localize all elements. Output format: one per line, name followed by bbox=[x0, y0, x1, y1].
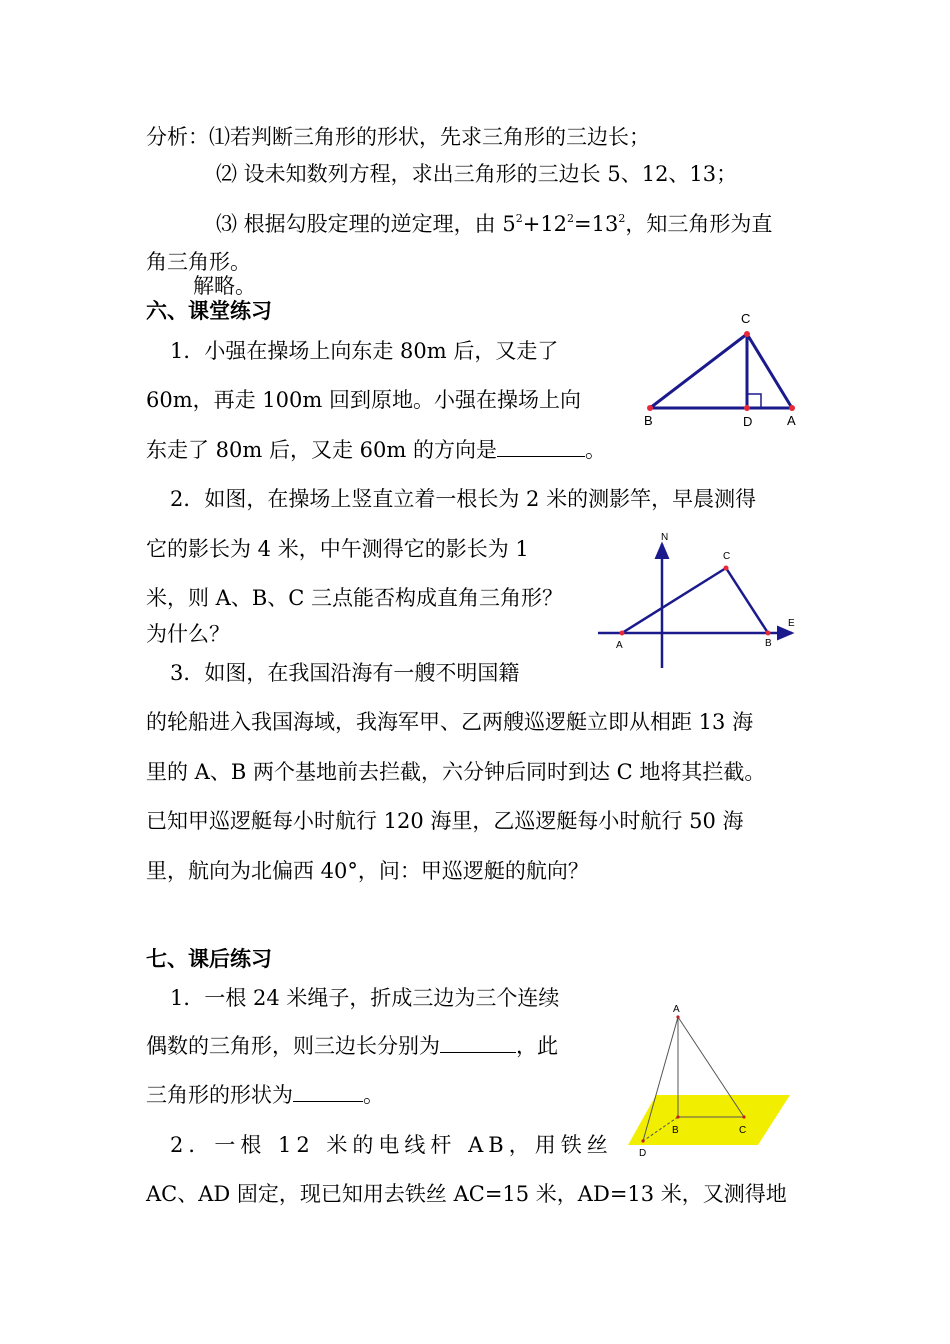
point-c bbox=[744, 331, 750, 337]
label-c: C bbox=[723, 551, 731, 562]
point-b bbox=[766, 631, 771, 636]
label-e: E bbox=[788, 618, 795, 629]
s6-q3-line-4: 已知甲巡逻艇每小时航行 120 海里，乙巡逻艇每小时航行 50 海 bbox=[146, 809, 744, 833]
s6-q3-line-2: 的轮船进入我国海域，我海军甲、乙两艘巡逻艇立即从相距 13 海 bbox=[146, 710, 754, 734]
point-b bbox=[647, 405, 653, 411]
s6-q3-line-1: 3．如图，在我国沿海有一艘不明国籍 bbox=[170, 661, 520, 685]
s6-q1-line-3: 东走了 80m 后，又走 60m 的方向是 。 bbox=[146, 438, 606, 462]
point-a bbox=[676, 1015, 679, 1018]
s6-q3-line-3: 里的 A、B 两个基地前去拦截，六分钟后同时到达 C 地将其拦截。 bbox=[146, 760, 766, 784]
label-c: C bbox=[739, 1125, 747, 1136]
analysis-item-3-continued: 角三角形。 bbox=[146, 250, 251, 274]
label-n: N bbox=[661, 532, 669, 543]
label-b: B bbox=[765, 638, 772, 649]
solution-omitted: 解略。 bbox=[193, 274, 256, 298]
s7-q1-line-2: 偶数的三角形，则三边长分别为 ，此 bbox=[146, 1034, 558, 1058]
analysis-label: 分析： bbox=[146, 125, 209, 149]
label-b: B bbox=[672, 1125, 679, 1136]
point-d bbox=[641, 1139, 644, 1142]
label-d: D bbox=[743, 414, 753, 429]
point-c bbox=[724, 566, 729, 571]
side-ca bbox=[747, 334, 792, 408]
answer-blank[interactable] bbox=[440, 1032, 516, 1053]
label-b: B bbox=[644, 413, 653, 428]
s7-q2-line-1: 2．一根 12 米的电线杆 AB，用铁丝 bbox=[170, 1133, 613, 1157]
label-d: D bbox=[639, 1148, 647, 1159]
analysis-item-1: ⑴若判断三角形的形状，先求三角形的三边长； bbox=[209, 125, 650, 149]
s6-q2-line-1: 2．如图，在操场上竖直立着一根长为 2 米的测影竿，早晨测得 bbox=[170, 487, 757, 511]
analysis-line-1 bbox=[146, 123, 650, 151]
s6-q2-line-3: 米，则 A、B、C 三点能否构成直角三角形？ bbox=[146, 586, 564, 610]
point-d bbox=[744, 405, 750, 411]
point-c bbox=[742, 1115, 745, 1118]
figure-compass-triangle bbox=[592, 528, 807, 673]
side-cb bbox=[726, 568, 768, 633]
s7-q2-line-2: AC、AD 固定，现已知用去铁丝 AC=15 米，AD=13 米，又测得地 bbox=[146, 1182, 787, 1206]
s6-q1-line-2: 60m，再走 100m 回到原地。小强在操场上向 bbox=[146, 388, 581, 412]
label-c: C bbox=[741, 311, 751, 326]
s7-q1-line-1: 1．一根 24 米绳子，折成三边为三个连续 bbox=[170, 986, 560, 1010]
label-a: A bbox=[616, 640, 623, 651]
analysis-item-3: ⑶ 根据勾股定理的逆定理，由 $5^2+12^2=13^2$，知三角形为直 bbox=[216, 212, 773, 236]
answer-blank[interactable] bbox=[497, 436, 585, 457]
section-7-title: 七、课后练习 bbox=[146, 946, 272, 971]
point-a bbox=[620, 631, 625, 636]
label-a: A bbox=[673, 1004, 680, 1015]
s6-q2-line-4: 为什么？ bbox=[146, 622, 230, 646]
section-6-title: 六、课堂练习 bbox=[146, 298, 272, 323]
analysis-item-2: ⑵ 设未知数列方程，求出三角形的三边长 5、12、13； bbox=[216, 162, 738, 186]
ground-plane bbox=[628, 1095, 790, 1145]
s6-q1-line-1: 1．小强在操场上向东走 80m 后，又走了 bbox=[170, 339, 559, 363]
side-ac bbox=[622, 568, 726, 633]
s6-q2-line-2: 它的影长为 4 米，中午测得它的影长为 1 bbox=[146, 537, 529, 561]
s6-q3-line-5: 里，航向为北偏西 40°，问：甲巡逻艇的航向？ bbox=[146, 859, 589, 883]
label-a: A bbox=[787, 413, 796, 428]
answer-blank[interactable] bbox=[293, 1081, 363, 1102]
s7-q1-line-3: 三角形的形状为 。 bbox=[146, 1083, 384, 1107]
side-bc bbox=[650, 334, 747, 408]
point-a bbox=[789, 405, 795, 411]
figure-pole-plane bbox=[620, 995, 800, 1165]
figure-right-triangle bbox=[630, 305, 820, 435]
point-b bbox=[676, 1115, 679, 1118]
